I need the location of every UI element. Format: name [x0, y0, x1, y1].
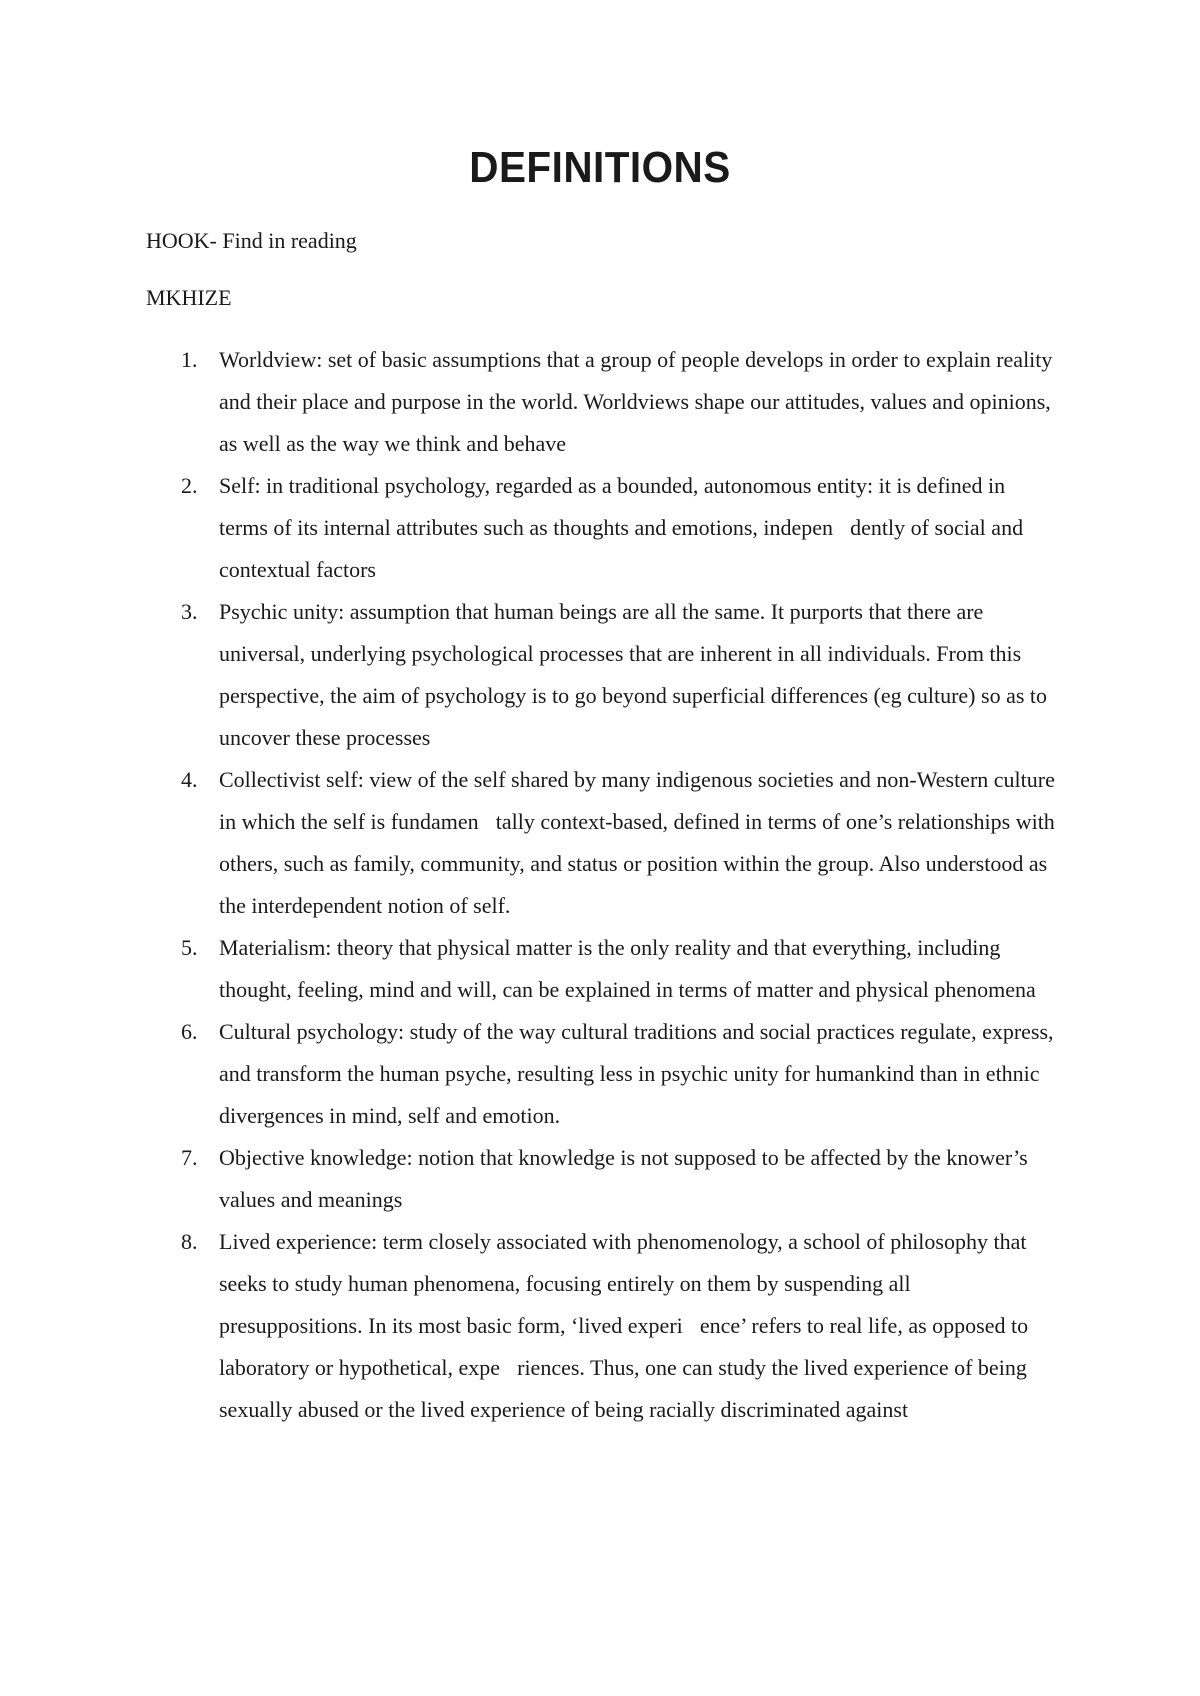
definition-text: Materialism: theory that physical matter is the only reality and that everything, including thought, feeling, mind and will, can be explained in terms of matter and physical phenomena	[219, 935, 1036, 1002]
definition-text: Psychic unity: assumption that human beings are all the same. It purports that there are universal, underlying psychological processes that are inherent in all individuals. From this perspective, the aim of psychology is to go beyond superficial differences (eg culture) so as to uncover these processes	[219, 599, 1048, 750]
definition-item	[0, 1221, 1059, 1431]
definition-item	[0, 759, 1059, 927]
definition-number: 6.	[181, 1019, 198, 1044]
definition-text: Objective knowledge: notion that knowledge is not supposed to be affected by the knower’s values and meanings	[219, 1145, 1028, 1212]
definition-text: Self: in traditional psychology, regarded as a bounded, autonomous entity: it is defined in terms of its internal attributes such as thoughts and emotions, indepen dently of social and contextual factors	[219, 473, 1024, 582]
definition-text: Lived experience: term closely associated with phenomenology, a school of philosophy that seeks to study human phenomena, focusing entirely on them by suspending all presuppositions. In its most basic form, ‘lived experi ence’ refers to real life, as opposed to laboratory or hypothetical, expe riences. Thus, one can study the lived experience of being sexually abused or the lived experience of being racially discriminated against	[219, 1229, 1029, 1422]
definition-number: 7.	[181, 1145, 198, 1170]
definition-number: 5.	[181, 935, 198, 960]
page-title: DEFINITIONS	[469, 143, 731, 192]
definition-item	[0, 1137, 1059, 1221]
hook-line: HOOK- Find in reading	[146, 228, 357, 253]
definition-item	[0, 591, 1059, 759]
definitions-list	[0, 339, 1200, 1431]
definition-number: 8.	[181, 1229, 198, 1254]
definition-item	[0, 465, 1059, 591]
definition-text: Cultural psychology: study of the way cultural traditions and social practices regulate, express, and transform the human psyche, resulting less in psychic unity for humankind than in ethnic divergences in mind, self and emotion.	[219, 1019, 1054, 1128]
section-label: MKHIZE	[146, 285, 232, 310]
definition-number: 4.	[181, 767, 198, 792]
definition-item	[0, 1011, 1059, 1137]
definition-text: Worldview: set of basic assumptions that a group of people develops in order to explain reality and their place and purpose in the world. Worldviews shape our attitudes, values and opinions, as well as the way we think and behave	[219, 347, 1053, 456]
definition-item	[0, 339, 1059, 465]
definition-number: 2.	[181, 473, 198, 498]
definition-number: 3.	[181, 599, 198, 624]
definition-number: 1.	[181, 347, 198, 372]
definition-text: Collectivist self: view of the self shared by many indigenous societies and non-Western culture in which the self is fundamen tally context-based, defined in terms of one’s relationships with others, such as family, community, and status or position within the group. Also understood as the interdependent notion of self.	[219, 767, 1055, 918]
definition-item	[0, 927, 1059, 1011]
